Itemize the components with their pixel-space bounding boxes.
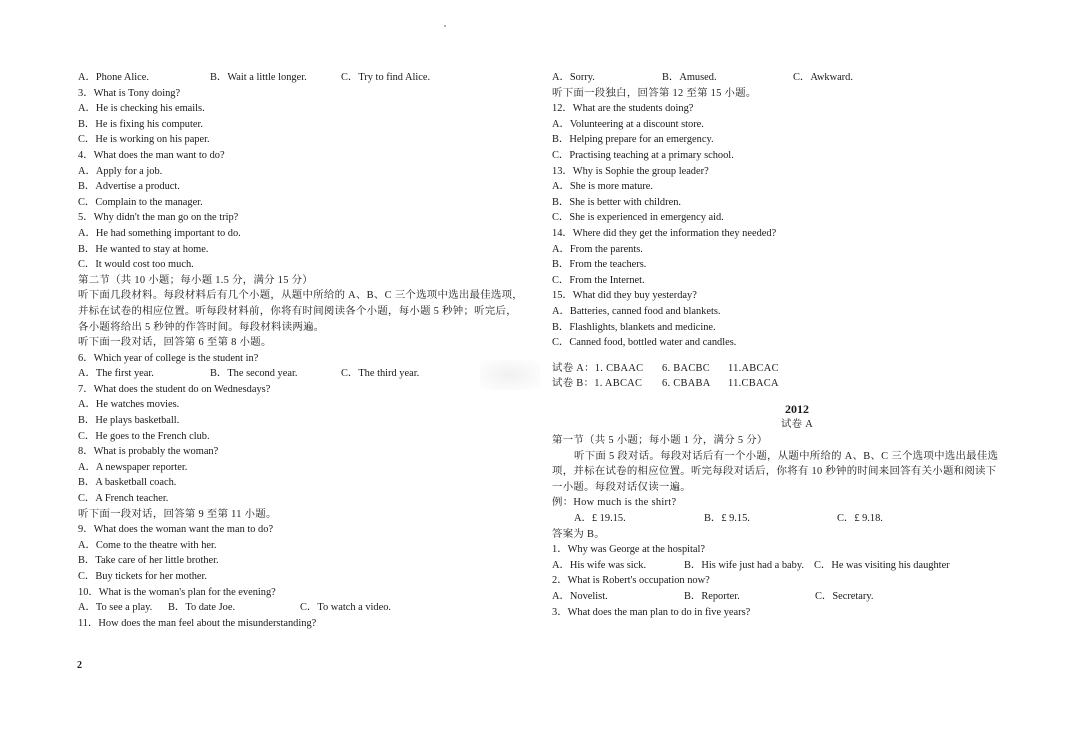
option-b: B．His wife just had a baby.: [684, 559, 804, 571]
right-column: [552, 70, 1022, 620]
answers-6-10: 6. CBABA: [662, 378, 711, 390]
option-b: B．Wait a little longer.: [210, 72, 307, 83]
answers-1-5: 试卷 A：1. CBAAC: [552, 362, 644, 374]
q2-options: [78, 70, 518, 86]
instructions-line-3: 一小题。每段对话仅读一遍。: [552, 481, 691, 493]
paper-label: 试卷 A: [780, 419, 814, 431]
option-c: C．Secretary.: [815, 591, 874, 602]
option-b: B．From the teachers.: [552, 259, 647, 271]
q11-options: [552, 70, 1022, 86]
option-a: A．From the parents.: [552, 243, 643, 255]
question-14: 14．Where did they get the information they needed?: [552, 227, 777, 239]
q2-options: [552, 589, 1022, 605]
dialogue-intro: 听下面一段对话，回答第 6 至第 8 小题。: [78, 337, 272, 349]
option-a: A．He had something important to do.: [78, 227, 241, 239]
option-a: A．To see a play.: [78, 602, 153, 614]
option-c: C．Complain to the manager.: [78, 196, 203, 208]
question-9: 9．What does the woman want the man to do?: [78, 524, 274, 536]
option-c: C．To watch a video.: [300, 602, 392, 614]
option-b: B．He plays basketball.: [78, 415, 180, 427]
option-c: C．Practising teaching at a primary school.: [552, 149, 734, 161]
option-a: A．He watches movies.: [78, 399, 180, 411]
example-question: 例：How much is the shirt?: [552, 497, 677, 509]
answers-11-15: 11.CBACA: [728, 378, 779, 390]
instructions-line-3: 各小题将给出 5 秒钟的作答时间。每段材料读两遍。: [78, 321, 325, 333]
option-b: B．He is fixing his computer.: [78, 118, 203, 130]
spacer: [552, 392, 1022, 402]
option-b: B．A basketball coach.: [78, 477, 177, 489]
dialogue-intro: 听下面一段对话，回答第 9 至第 11 小题。: [78, 508, 277, 520]
option-b: B．He wanted to stay at home.: [78, 243, 209, 255]
option-b: B．To date Joe.: [168, 602, 236, 614]
section-1-heading: 第一节（共 5 小题；每小题 1 分，满分 5 分）: [552, 435, 768, 447]
question-12: 12．What are the students doing?: [552, 103, 694, 115]
option-c: C．A French teacher.: [78, 493, 169, 505]
question-4: 4．What does the man want to do?: [78, 149, 225, 161]
answers-1-5: 试卷 B：1. ABCAC: [552, 378, 643, 390]
option-a: A．£ 19.15.: [574, 513, 626, 525]
option-b: B．Helping prepare for an emergency.: [552, 134, 714, 146]
option-a: A．A newspaper reporter.: [78, 461, 188, 473]
option-a: A．Come to the theatre with her.: [78, 539, 217, 551]
option-a: A．His wife was sick.: [552, 559, 647, 571]
option-b: B．Flashlights, blankets and medicine.: [552, 321, 716, 333]
option-b: B．The second year.: [210, 368, 298, 380]
option-b: B．She is better with children.: [552, 196, 681, 208]
question-1: 1．Why was George at the hospital?: [552, 544, 706, 556]
monologue-intro: 听下面一段独白，回答第 12 至第 15 小题。: [552, 87, 757, 99]
spacer: [552, 351, 1022, 361]
question-10: 10．What is the woman's plan for the evening?: [78, 586, 276, 598]
option-c: C．From the Internet.: [552, 274, 645, 286]
option-a: A．She is more mature.: [552, 181, 653, 193]
option-a: A．Sorry.: [552, 72, 595, 83]
q6-options: [78, 366, 518, 382]
option-c: C．Try to find Alice.: [341, 72, 431, 83]
instructions-line-1: 听下面几段材料。每段材料后有几个小题，从题中所给的 A、B、C 三个选项中选出最佳选项，: [78, 290, 523, 302]
option-c: C．She is experienced in emergency aid.: [552, 212, 724, 224]
question-6: 6．Which year of college is the student in?: [78, 352, 259, 364]
option-b: B．Advertise a product.: [78, 181, 180, 193]
instructions-line-2: 并标在试卷的相应位置。听每段材料前，你将有时间阅读各个小题，每小题 5 秒钟；听完后，: [78, 305, 517, 317]
option-b: B．Reporter.: [684, 591, 740, 602]
section-2-heading: 第二节（共 10 小题；每小题 1.5 分，满分 15 分）: [78, 274, 313, 286]
question-7: 7．What does the student do on Wednesdays?: [78, 383, 271, 395]
answers-11-15: 11.ABCAC: [728, 362, 779, 374]
option-a: A．Apply for a job.: [78, 165, 163, 177]
instructions-line-1: 听下面 5 段对话。每段对话后有一个小题，从题中所给的 A、B、C 三个选项中选出最佳选: [574, 450, 999, 462]
question-3: 3．What is Tony doing?: [78, 87, 181, 99]
question-5: 5．Why didn't the man go on the trip?: [78, 212, 239, 224]
instructions-line-2: 项，并标在试卷的相应位置。听完每段对话后，你将有 10 秒钟的时间来回答有关小题和阅读下: [552, 466, 997, 478]
q10-options: [78, 600, 518, 616]
answers-6-10: 6. BACBC: [662, 362, 711, 374]
option-c: C．It would cost too much.: [78, 259, 194, 271]
option-c: C．The third year.: [341, 368, 420, 380]
speck: [444, 25, 446, 27]
left-column: [78, 70, 523, 631]
option-c: C．Buy tickets for her mother.: [78, 571, 207, 582]
option-b: B．Amused.: [662, 72, 717, 83]
answer-key-b: [552, 376, 1022, 392]
question-13: 13．Why is Sophie the group leader?: [552, 165, 709, 177]
option-c: C．He was visiting his daughter: [814, 559, 950, 571]
example-answer: 答案为 B。: [552, 528, 605, 540]
option-c: C．Canned food, bottled water and candles.: [552, 337, 737, 349]
answer-key-a: [552, 361, 1022, 377]
year-heading: 2012: [785, 401, 809, 416]
option-a: A．He is checking his emails.: [78, 103, 205, 115]
question-3: 3．What does the man plan to do in five years?: [552, 606, 751, 618]
q1-options: [552, 558, 1022, 574]
option-c: C．£ 9.18.: [837, 513, 883, 525]
option-a: A．Batteries, canned food and blankets.: [552, 305, 721, 317]
option-c: C．Awkward.: [793, 72, 853, 83]
question-8: 8．What is probably the woman?: [78, 446, 219, 458]
option-a: A．The first year.: [78, 368, 154, 380]
option-a: A．Volunteering at a discount store.: [552, 118, 704, 130]
option-a: A．Novelist.: [552, 591, 608, 602]
option-c: C．He is working on his paper.: [78, 134, 210, 146]
option-c: C．He goes to the French club.: [78, 430, 210, 442]
question-11: 11．How does the man feel about the misunderstanding?: [78, 617, 317, 629]
question-2: 2．What is Robert's occupation now?: [552, 575, 710, 587]
question-15: 15．What did they buy yesterday?: [552, 290, 697, 302]
option-b: B．Take care of her little brother.: [78, 555, 219, 567]
example-options: [552, 511, 1022, 527]
option-a: A．Phone Alice.: [78, 72, 149, 83]
option-b: B．£ 9.15.: [704, 513, 750, 525]
page-number: 2: [77, 660, 82, 671]
